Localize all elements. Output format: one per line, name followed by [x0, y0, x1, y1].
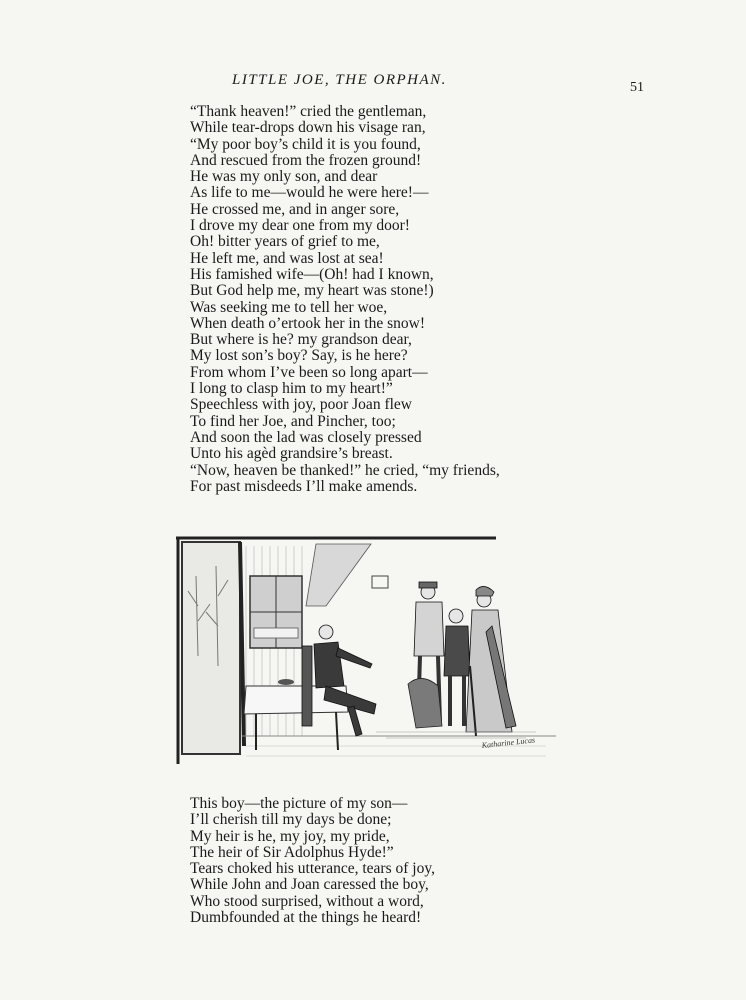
- poem-line: I long to clasp him to my heart!”: [190, 380, 393, 398]
- poem-line: Unto his agèd grandsire’s breast.: [190, 445, 393, 463]
- poem-line: As life to me—would he were here!—: [190, 184, 429, 202]
- poem-line: I’ll cherish till my days be done;: [190, 811, 392, 829]
- poem-line: For past misdeeds I’ll make amends.: [190, 477, 418, 495]
- poem-line: Tears choked his utterance, tears of joy,: [190, 860, 435, 878]
- poem-line: Oh! bitter years of grief to me,: [190, 233, 380, 251]
- poem-line: But God help me, my heart was stone!): [190, 282, 434, 300]
- poem-line: I drove my dear one from my door!: [190, 217, 410, 235]
- poem-stanza-2: [190, 796, 435, 926]
- poem-line: He was my only son, and dear: [190, 168, 378, 186]
- poem-line: This boy—the picture of my son—: [190, 795, 408, 812]
- poem-line: Dumbfounded at the things he heard!: [190, 909, 422, 927]
- running-title: LITTLE JOE, THE ORPHAN.: [232, 72, 447, 88]
- page-number: 51: [630, 80, 644, 95]
- poem-line: My lost son’s boy? Say, is he here?: [190, 347, 408, 365]
- poem-line: And rescued from the frozen ground!: [190, 151, 422, 169]
- illustration-signature: Katharine Lucas: [481, 735, 536, 750]
- poem-line: When death o’ertook her in the snow!: [190, 314, 426, 332]
- poem-line: But where is he? my grandson dear,: [190, 331, 412, 349]
- poem-line: Speechless with joy, poor Joan flew: [190, 396, 412, 414]
- poem-line: And soon the lad was closely pressed: [190, 428, 422, 446]
- poem-stanza-1: [190, 104, 500, 495]
- poem-line: While John and Joan caressed the boy,: [190, 876, 429, 894]
- poem-line: His famished wife—(Oh! had I known,: [190, 265, 434, 283]
- poem-line: From whom I’ve been so long apart—: [190, 363, 428, 381]
- poem-line: He crossed me, and in anger sore,: [190, 200, 400, 218]
- poem-line: Was seeking me to tell her woe,: [190, 298, 388, 316]
- poem-line: “My poor boy’s child it is you found,: [190, 135, 421, 153]
- poem-line: To find her Joe, and Pincher, too;: [190, 412, 396, 430]
- poem-line: While tear-drops down his visage ran,: [190, 119, 426, 137]
- illustration-interior-scene: [176, 536, 558, 766]
- poem-line: “Now, heaven be thanked!” he cried, “my friends,: [190, 461, 500, 479]
- poem-line: The heir of Sir Adolphus Hyde!”: [190, 843, 394, 861]
- poem-line: My heir is he, my joy, my pride,: [190, 827, 390, 845]
- poem-line: “Thank heaven!” cried the gentleman,: [190, 103, 427, 120]
- poem-line: He left me, and was lost at sea!: [190, 249, 384, 267]
- poem-line: Who stood surprised, without a word,: [190, 892, 424, 910]
